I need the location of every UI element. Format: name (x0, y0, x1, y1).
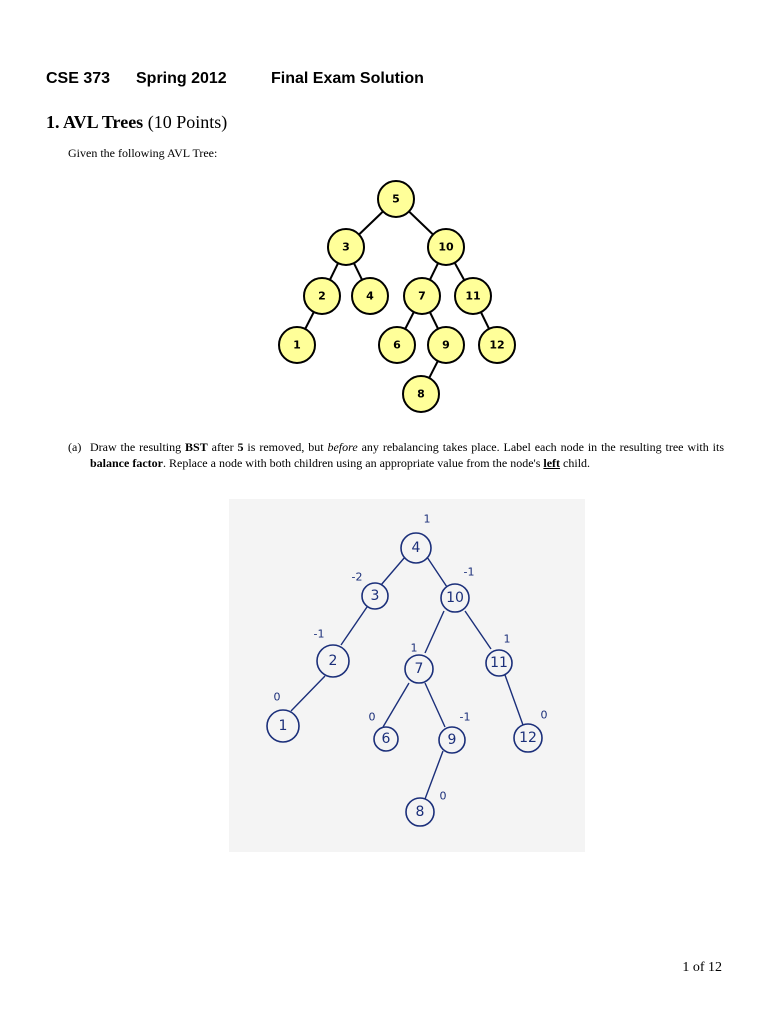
avl-node-label: 9 (442, 338, 450, 352)
avl-node (378, 181, 414, 217)
balance-factor-label: 0 (540, 708, 548, 722)
part-a-italic-before: before (327, 440, 358, 454)
avl-node-label: 6 (393, 338, 401, 352)
answer-node-label: 4 (411, 540, 421, 556)
part-a-text-segment: any rebalancing takes place. Label each node in the resulting tree with its (357, 440, 724, 454)
balance-factor-label: 1 (410, 641, 418, 655)
avl-node-label: 11 (465, 289, 481, 303)
avl-node (428, 327, 464, 363)
question-points: (10 Points) (147, 112, 228, 132)
balance-factor-label: -1 (463, 565, 475, 579)
avl-node (279, 327, 315, 363)
avl-node-label: 12 (489, 338, 505, 352)
avl-node-label: 1 (293, 338, 301, 352)
avl-node (455, 278, 491, 314)
part-a-text-segment: after (207, 440, 238, 454)
question-intro: Given the following AVL Tree: (68, 146, 218, 160)
exam-term: Spring 2012 (136, 70, 227, 87)
avl-node (428, 229, 464, 265)
answer-node-label: 6 (381, 731, 391, 747)
part-a-text (90, 439, 724, 471)
avl-node-label: 8 (417, 387, 425, 401)
balance-factor-label: 1 (423, 512, 431, 526)
part-a-text-segment: child. (560, 456, 591, 470)
question-heading: 1. AVL Trees (46, 112, 144, 132)
avl-node (352, 278, 388, 314)
answer-node-label: 10 (446, 590, 464, 606)
exam-title: Final Exam Solution (271, 70, 424, 87)
answer-tree-drawing (229, 499, 585, 852)
avl-node (403, 376, 439, 412)
part-a-text-segment: is removed, but (243, 440, 328, 454)
avl-node-label: 5 (392, 192, 400, 206)
part-a-prompt (68, 439, 724, 471)
avl-node-label: 7 (418, 289, 426, 303)
avl-node (379, 327, 415, 363)
part-a-bold-balance-factor: balance factor (90, 456, 163, 470)
avl-node-label: 4 (366, 289, 374, 303)
answer-node-label: 3 (370, 588, 380, 604)
part-a-underline-left: left (543, 456, 561, 470)
answer-node-label: 8 (415, 804, 425, 820)
balance-factor-label: 0 (439, 789, 447, 803)
avl-tree-diagram (0, 0, 768, 440)
balance-factor-label: 1 (503, 632, 511, 646)
answer-node-label: 1 (278, 718, 288, 734)
avl-node (479, 327, 515, 363)
part-a-label: (a) (68, 440, 82, 454)
answer-node-label: 9 (447, 732, 457, 748)
part-a-text-segment: Draw the resulting (90, 440, 186, 454)
balance-factor-label: -1 (459, 710, 471, 724)
answer-node-label: 11 (490, 655, 508, 671)
balance-factor-label: -2 (351, 570, 363, 584)
balance-factor-label: -1 (313, 627, 325, 641)
avl-node-label: 3 (342, 240, 350, 254)
course-code: CSE 373 (46, 70, 111, 87)
answer-node-label: 12 (519, 730, 537, 746)
part-a-bold-bst: BST (185, 440, 208, 454)
avl-node (328, 229, 364, 265)
part-a-text-segment: . Replace a node with both children using an appropriate value from the node's (162, 456, 544, 470)
answer-node-label: 7 (414, 661, 424, 677)
avl-node (304, 278, 340, 314)
part-a-bold-value: 5 (237, 440, 244, 454)
avl-node-label: 2 (318, 289, 326, 303)
page-number: 1 of 12 (682, 960, 722, 975)
avl-node (404, 278, 440, 314)
balance-factor-label: 0 (273, 690, 281, 704)
balance-factor-label: 0 (368, 710, 376, 724)
avl-node-label: 10 (438, 240, 454, 254)
answer-node-label: 2 (328, 653, 338, 669)
